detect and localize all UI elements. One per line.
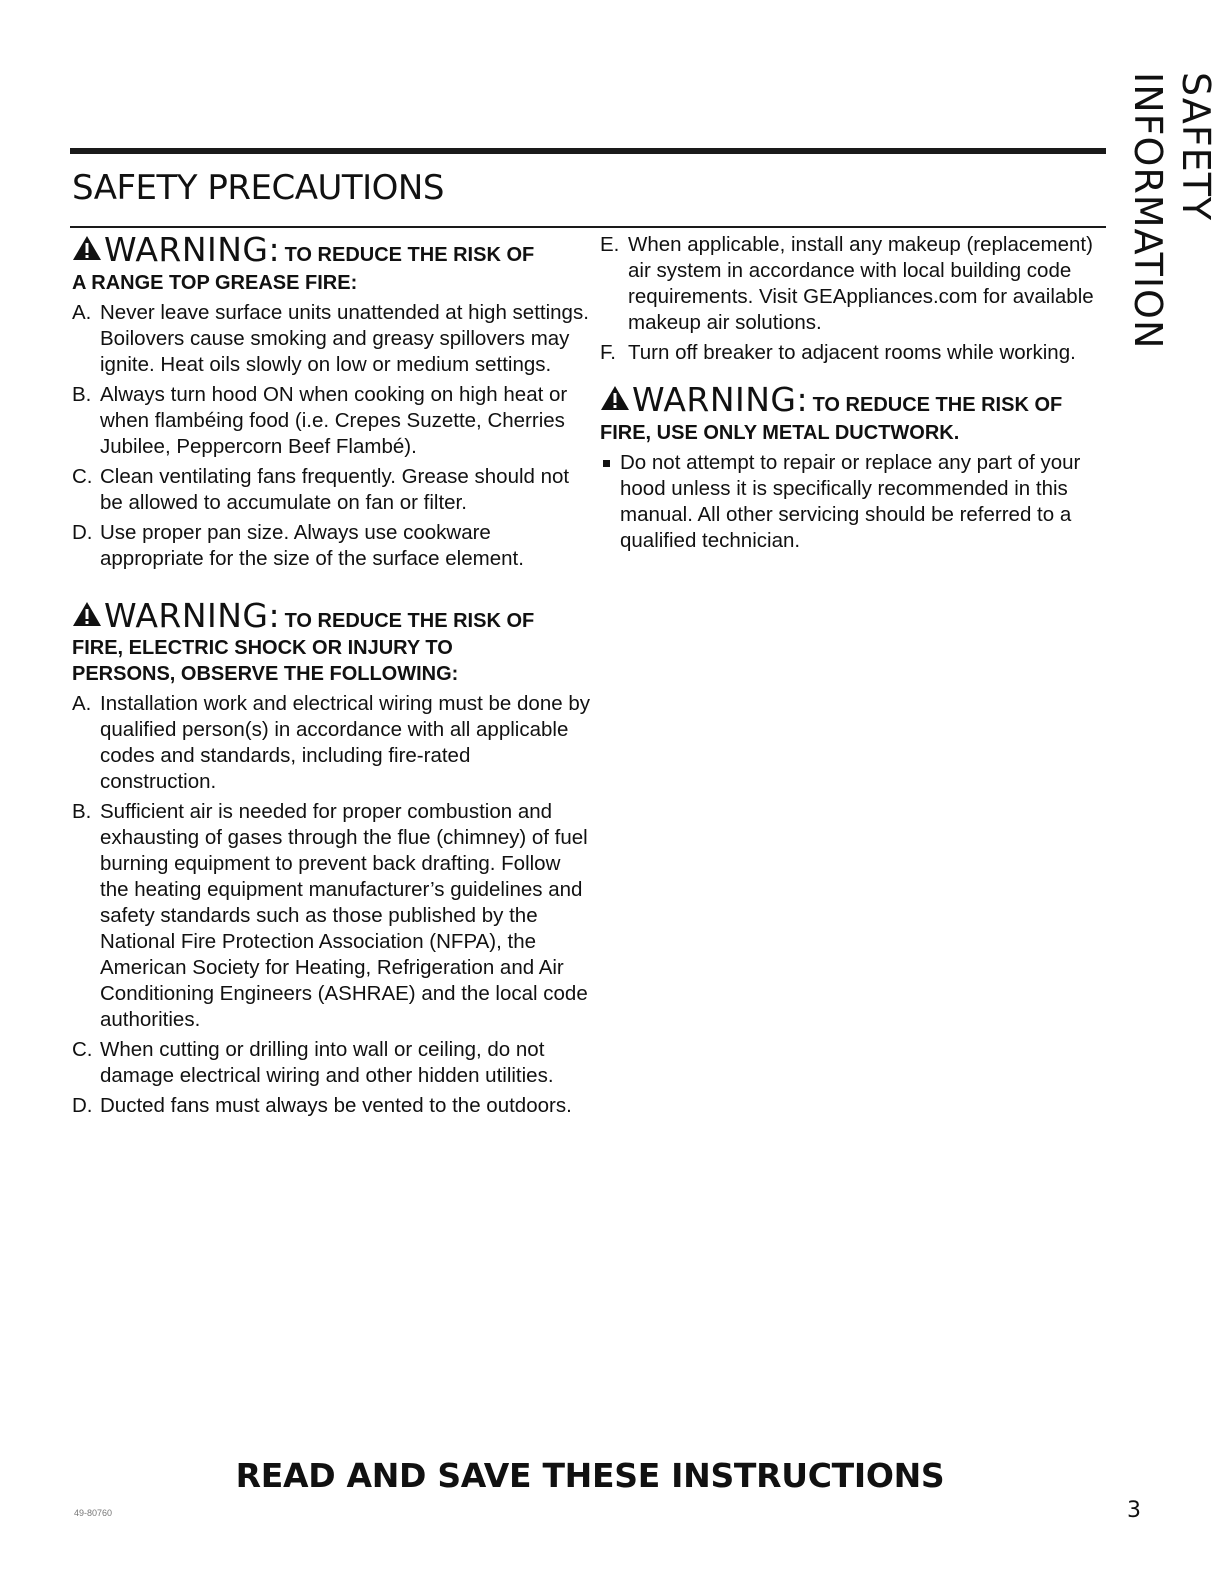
warning-subject: A RANGE TOP GREASE FIRE:	[72, 271, 358, 294]
footer-title: READ AND SAVE THESE INSTRUCTIONS	[235, 1456, 945, 1495]
list-item	[72, 691, 592, 795]
list-item	[72, 1037, 592, 1089]
item-text: When applicable, install any makeup (replacement) air system in accordance with local building code requirements. Visit GEAppliances.com for available makeup air solutions.	[628, 233, 1094, 334]
list-item	[600, 340, 1105, 366]
warning-list	[72, 300, 592, 572]
left-column	[72, 230, 592, 1123]
warning-triangle-icon	[72, 601, 102, 627]
item-letter: B.	[72, 800, 92, 824]
warning-lead: TO REDUCE THE RISK OF	[812, 394, 1063, 416]
warning-subject: FIRE, USE ONLY METAL DUCTWORK.	[600, 421, 960, 444]
item-letter: B.	[72, 382, 92, 406]
item-letter: F.	[600, 341, 616, 364]
bullet-square-icon	[603, 460, 610, 467]
warning-block	[600, 380, 1105, 554]
warning-heading	[600, 380, 1105, 446]
section-title: SAFETY PRECAUTIONS	[72, 168, 444, 208]
item-letter: A.	[72, 692, 92, 716]
warning-word: WARNING:	[104, 595, 281, 635]
list-item	[600, 232, 1105, 336]
item-text: Installation work and electrical wiring must be done by qualified person(s) in accordance with all applicable codes and standards, including fire-rated construction.	[100, 692, 590, 794]
item-letter: D.	[72, 1094, 93, 1118]
item-letter: C.	[72, 1038, 93, 1062]
document-number: 49-80760	[74, 1508, 113, 1518]
warning-triangle-icon	[72, 235, 102, 261]
list-item	[600, 450, 1105, 554]
warning-word: WARNING:	[632, 380, 809, 419]
item-text: Do not attempt to repair or replace any part of your hood unless it is specifically recommended in this manual. All other servicing should be referred to a qualified technician.	[620, 450, 1081, 552]
list-item	[72, 799, 592, 1033]
warning-list	[72, 691, 592, 1119]
side-tab-label: SAFETY INFORMATION	[1126, 72, 1218, 350]
item-letter: C.	[72, 464, 93, 488]
warning-heading	[72, 230, 592, 296]
warning-bullets	[600, 450, 1105, 554]
list-item	[72, 382, 592, 460]
list-item	[72, 300, 592, 378]
warning-word: WARNING:	[104, 230, 281, 269]
header-rule-thin	[70, 226, 1106, 228]
warning-subject: FIRE, ELECTRIC SHOCK OR INJURY TO PERSONS, OBSERVE THE FOLLOWING:	[72, 637, 459, 686]
warning-block	[72, 230, 592, 572]
page-number: 3	[1127, 1498, 1141, 1523]
side-tab	[1124, 72, 1218, 472]
list-item	[72, 520, 592, 572]
item-text: Use proper pan size. Always use cookware appropriate for the size of the surface element.	[100, 520, 524, 570]
item-text: Always turn hood ON when cooking on high heat or when flambéing food (i.e. Crepes Suzette, Cherries Jubilee, Peppercorn Beef Flambé).	[100, 382, 568, 458]
list-item	[72, 464, 592, 516]
item-text: Ducted fans must always be vented to the outdoors.	[100, 1094, 572, 1118]
item-text: When cutting or drilling into wall or ceiling, do not damage electrical wiring and other hidden utilities.	[100, 1038, 554, 1088]
warning-lead: TO REDUCE THE RISK OF	[284, 609, 535, 632]
item-text: Turn off breaker to adjacent rooms while working.	[628, 341, 1076, 364]
item-letter: A.	[72, 300, 92, 324]
right-column	[600, 232, 1105, 558]
warning-list-continued	[600, 232, 1105, 366]
warning-heading	[72, 596, 592, 688]
item-text: Sufficient air is needed for proper combustion and exhausting of gases through the flue (chimney) of fuel burning equipment to prevent back drafting. Follow the heating equipment manufacturer’s guidelines and safety standards such as those published by the National Fire Protection Association (NFPA), the American Society for Heating, Refrigeration and Air Conditioning Engineers (ASHRAE) and the local code authorities.	[100, 800, 588, 1032]
item-letter: D.	[72, 520, 93, 544]
item-letter: E.	[600, 233, 620, 256]
list-item	[72, 1093, 592, 1119]
header-rule-thick	[70, 148, 1106, 154]
warning-block	[72, 596, 592, 1120]
warning-triangle-icon	[600, 385, 630, 411]
item-text: Never leave surface units unattended at high settings. Boilovers cause smoking and greasy spillovers may ignite. Heat oils slowly on low or medium settings.	[100, 300, 589, 376]
item-text: Clean ventilating fans frequently. Grease should not be allowed to accumulate on fan or filter.	[100, 464, 570, 514]
warning-lead: TO REDUCE THE RISK OF	[284, 244, 535, 266]
